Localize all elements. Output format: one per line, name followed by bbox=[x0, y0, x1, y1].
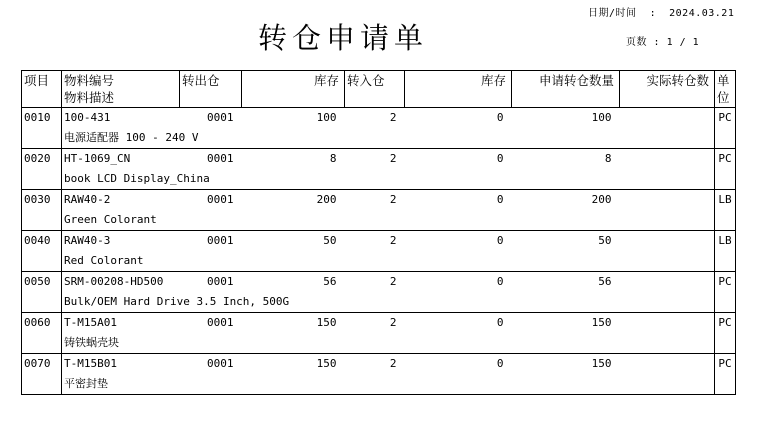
cell-description: book LCD Display_China bbox=[64, 172, 210, 185]
cell-stock-from: 56 bbox=[242, 272, 345, 293]
cell-spacer bbox=[715, 333, 736, 354]
page-label: 页数 bbox=[626, 37, 647, 48]
cell-from-warehouse: 0001 bbox=[180, 354, 242, 375]
table-row bbox=[22, 190, 736, 211]
table-row-desc bbox=[22, 292, 736, 313]
cell-spacer bbox=[715, 251, 736, 272]
cell-from-warehouse: 0001 bbox=[180, 149, 242, 170]
table-row-desc bbox=[22, 128, 736, 149]
cell-spacer bbox=[22, 292, 62, 313]
cell-request-qty: 100 bbox=[512, 108, 620, 129]
cell-from-warehouse: 0001 bbox=[180, 108, 242, 129]
cell-actual-qty bbox=[620, 354, 715, 375]
cell-unit: PC bbox=[715, 313, 736, 334]
table-row-desc bbox=[22, 251, 736, 272]
table-header bbox=[22, 71, 736, 108]
table-row bbox=[22, 108, 736, 129]
col-item: 项目 bbox=[22, 71, 62, 108]
cell-spacer bbox=[22, 210, 62, 231]
cell-material: 100-431 bbox=[62, 108, 180, 129]
cell-stock-to: 0 bbox=[405, 272, 512, 293]
cell-material: SRM-00208-HD500 bbox=[62, 272, 180, 293]
cell-item: 0010 bbox=[22, 108, 62, 129]
cell-material: RAW40-3 bbox=[62, 231, 180, 252]
cell-actual-qty bbox=[620, 190, 715, 211]
page-value: 1 / 1 bbox=[666, 37, 700, 48]
table-row-desc bbox=[22, 333, 736, 354]
cell-item: 0040 bbox=[22, 231, 62, 252]
col-stock-to: 库存 bbox=[405, 71, 512, 108]
cell-request-qty: 150 bbox=[512, 313, 620, 334]
col-request-qty: 申请转仓数量 bbox=[512, 71, 620, 108]
col-unit bbox=[715, 71, 736, 108]
cell-request-qty: 56 bbox=[512, 272, 620, 293]
cell-spacer bbox=[22, 251, 62, 272]
cell-description: 铸铁蜗壳块 bbox=[64, 336, 119, 349]
cell-unit: LB bbox=[715, 231, 736, 252]
col-stock-from: 库存 bbox=[242, 71, 345, 108]
table-row-desc bbox=[22, 374, 736, 395]
cell-spacer bbox=[715, 292, 736, 313]
cell-actual-qty bbox=[620, 313, 715, 334]
cell-to-warehouse: 2 bbox=[345, 149, 405, 170]
cell-unit: LB bbox=[715, 190, 736, 211]
cell-unit: PC bbox=[715, 108, 736, 129]
cell-to-warehouse: 2 bbox=[345, 313, 405, 334]
cell-stock-from: 8 bbox=[242, 149, 345, 170]
cell-actual-qty bbox=[620, 108, 715, 129]
page-line: 页数 : 1 / 1 bbox=[626, 37, 700, 48]
cell-from-warehouse: 0001 bbox=[180, 231, 242, 252]
col-material bbox=[62, 71, 180, 108]
cell-stock-from: 150 bbox=[242, 354, 345, 375]
cell-description: Bulk/OEM Hard Drive 3.5 Inch, 500G bbox=[64, 295, 290, 308]
table-row bbox=[22, 231, 736, 252]
cell-stock-from: 50 bbox=[242, 231, 345, 252]
cell-item: 0050 bbox=[22, 272, 62, 293]
cell-stock-to: 0 bbox=[405, 149, 512, 170]
table-row bbox=[22, 272, 736, 293]
cell-from-warehouse: 0001 bbox=[180, 190, 242, 211]
cell-material: T-M15B01 bbox=[62, 354, 180, 375]
date-value: 2024.03.21 bbox=[669, 8, 735, 19]
cell-to-warehouse: 2 bbox=[345, 272, 405, 293]
cell-from-warehouse: 0001 bbox=[180, 313, 242, 334]
cell-stock-from: 200 bbox=[242, 190, 345, 211]
cell-spacer bbox=[715, 169, 736, 190]
cell-spacer bbox=[22, 333, 62, 354]
cell-description: 平密封垫 bbox=[62, 374, 715, 395]
cell-actual-qty bbox=[620, 231, 715, 252]
cell-item: 0030 bbox=[22, 190, 62, 211]
cell-spacer bbox=[22, 169, 62, 190]
cell-actual-qty bbox=[620, 149, 715, 170]
cell-item: 0070 bbox=[22, 354, 62, 375]
cell-request-qty: 150 bbox=[512, 354, 620, 375]
cell-unit: PC bbox=[715, 149, 736, 170]
cell-material: RAW40-2 bbox=[62, 190, 180, 211]
cell-stock-to: 0 bbox=[405, 354, 512, 375]
cell-description: Red Colorant bbox=[64, 254, 144, 267]
col-unit-2: 位 bbox=[717, 90, 730, 105]
cell-to-warehouse: 2 bbox=[345, 231, 405, 252]
cell-spacer bbox=[715, 374, 736, 395]
cell-stock-to: 0 bbox=[405, 190, 512, 211]
cell-item: 0060 bbox=[22, 313, 62, 334]
cell-unit: PC bbox=[715, 354, 736, 375]
cell-from-warehouse: 0001 bbox=[180, 272, 242, 293]
cell-request-qty: 8 bbox=[512, 149, 620, 170]
table-row bbox=[22, 354, 736, 375]
table-row bbox=[22, 149, 736, 170]
document-title: 转仓申请单 bbox=[258, 21, 429, 55]
date-line: 日期/时间 : 2024.03.21 bbox=[588, 8, 735, 19]
transfer-table bbox=[21, 70, 736, 395]
col-unit-1: 单 bbox=[717, 73, 730, 88]
cell-stock-to: 0 bbox=[405, 108, 512, 129]
cell-description: 电源适配器 100 - 240 V bbox=[64, 131, 199, 144]
col-material-no: 物料编号 bbox=[64, 73, 115, 88]
table-row-desc bbox=[22, 210, 736, 231]
cell-item: 0020 bbox=[22, 149, 62, 170]
cell-spacer bbox=[22, 128, 62, 149]
cell-stock-to: 0 bbox=[405, 313, 512, 334]
cell-stock-from: 150 bbox=[242, 313, 345, 334]
cell-material: HT-1069_CN bbox=[62, 149, 180, 170]
cell-to-warehouse: 2 bbox=[345, 108, 405, 129]
table-row bbox=[22, 313, 736, 334]
cell-to-warehouse: 2 bbox=[345, 190, 405, 211]
cell-stock-from: 100 bbox=[242, 108, 345, 129]
cell-spacer bbox=[715, 210, 736, 231]
cell-request-qty: 50 bbox=[512, 231, 620, 252]
col-to-warehouse: 转入仓 bbox=[345, 71, 405, 108]
col-from-warehouse: 转出仓 bbox=[180, 71, 242, 108]
cell-spacer bbox=[22, 374, 62, 395]
cell-actual-qty bbox=[620, 272, 715, 293]
cell-stock-to: 0 bbox=[405, 231, 512, 252]
cell-material: T-M15A01 bbox=[62, 313, 180, 334]
date-label: 日期/时间 bbox=[588, 8, 637, 19]
col-material-desc: 物料描述 bbox=[64, 90, 115, 105]
table-row-desc bbox=[22, 169, 736, 190]
cell-to-warehouse: 2 bbox=[345, 354, 405, 375]
cell-description: Green Colorant bbox=[64, 213, 157, 226]
col-actual-qty: 实际转仓数 bbox=[620, 71, 715, 108]
cell-request-qty: 200 bbox=[512, 190, 620, 211]
cell-unit: PC bbox=[715, 272, 736, 293]
cell-spacer bbox=[715, 128, 736, 149]
